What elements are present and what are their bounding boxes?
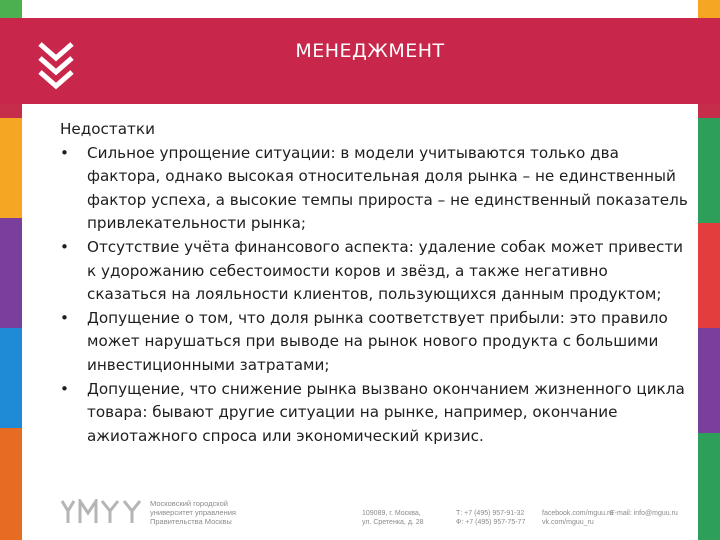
university-logo bbox=[60, 499, 142, 525]
slide-title: МЕНЕДЖМЕНТ bbox=[295, 40, 445, 62]
list-item-text: Отсутствие учёта финансового аспекта: удаление собак может привести к удорожанию себестоимости коров и звёзд, а также негативно сказаться на лояльности клиентов, пользующихся данным продуктом; bbox=[87, 237, 684, 304]
list-item bbox=[60, 378, 690, 449]
bullet-glyph: • bbox=[60, 308, 69, 327]
chevrons-down-icon bbox=[36, 38, 76, 90]
university-name: Московский городской университет управления Правительства Москвы bbox=[150, 499, 236, 526]
list-item-text: Допущение, что снижение рынка вызвано окончанием жизненного цикла товара: бывают другие ситуации на рынке, например, окончание ажиотажного спроса или экономический кризис. bbox=[87, 379, 685, 445]
stripe-green bbox=[0, 0, 22, 18]
address: 109089, г. Москва, ул. Сретенка, д. 28 bbox=[362, 510, 424, 526]
stripe-red-light bbox=[698, 223, 720, 328]
email: E-mail: info@mguu.ru bbox=[610, 510, 678, 517]
stripe-green-bottom bbox=[698, 433, 720, 540]
slide-content bbox=[60, 118, 690, 448]
slide-header bbox=[0, 18, 720, 104]
stripe-purple bbox=[0, 218, 22, 328]
list-item bbox=[60, 236, 690, 307]
disadvantages-list bbox=[60, 142, 690, 449]
list-item bbox=[60, 307, 690, 378]
social-links: facebook.com/mguu.ru vk.com/mguu_ru bbox=[542, 510, 614, 526]
stripe-orange-bottom bbox=[0, 428, 22, 540]
bullet-glyph: • bbox=[60, 379, 69, 398]
section-heading: Недостатки bbox=[60, 120, 155, 138]
stripe-orange bbox=[698, 0, 720, 18]
stripe-purple bbox=[698, 328, 720, 433]
bullet-glyph: • bbox=[60, 143, 69, 162]
phone-numbers: Т: +7 (495) 957-91-32 Ф: +7 (495) 957-75-77 bbox=[456, 510, 526, 526]
list-item bbox=[60, 142, 690, 236]
stripe-green bbox=[698, 118, 720, 223]
slide-footer bbox=[60, 497, 700, 535]
list-item-text: Допущение о том, что доля рынка соответствует прибыли: это правило может нарушаться при выводе на рынок нового продукта с большими инвестиционными затратами; bbox=[87, 308, 668, 374]
bullet-glyph: • bbox=[60, 237, 69, 256]
stripe-blue bbox=[0, 328, 22, 428]
stripe-orange bbox=[0, 118, 22, 218]
list-item-text: Сильное упрощение ситуации: в модели учитываются только два фактора, однако высокая относительная доля рынка – не единственный фактор успеха, а высокие темпы прироста – не единственный показатель привлекательности рынка; bbox=[87, 143, 688, 233]
